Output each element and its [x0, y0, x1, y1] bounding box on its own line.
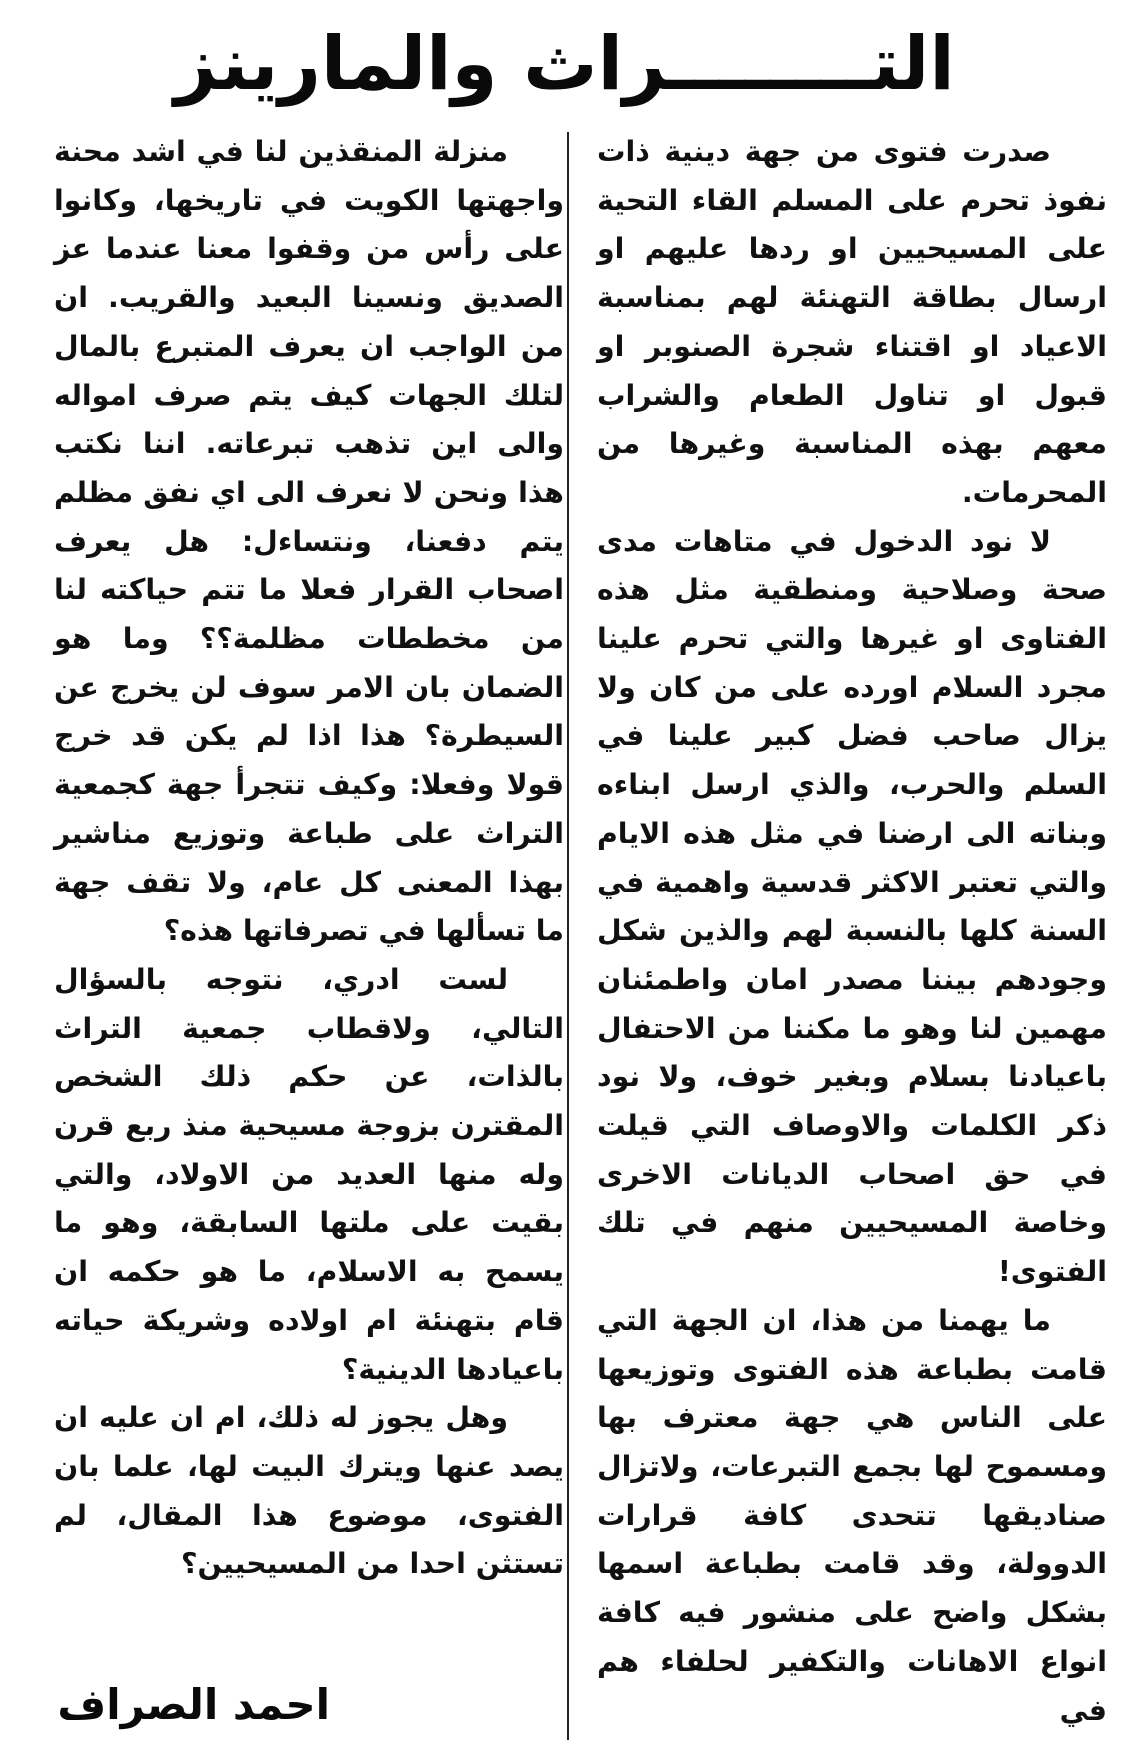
author-byline: احمد الصراف: [57, 1680, 330, 1729]
paragraph: صدرت فتوى من جهة دينية ذات نفوذ تحرم على المسلم القاء التحية على المسيحيين او ردها عليهم او ارسال بطاقة التهنئة لهم بمناسبة الاعياد او اقتناء شجرة الصنوبر او قبول او تناول الطعام والشراب معهم بهذه المناسبة وغيرها من المحرمات.: [597, 135, 1107, 509]
paragraph: وهل يجوز له ذلك، ام ان عليه ان يصد عنها ويترك البيت لها، علما بان الفتوى، موضوع هذا المقال، لم تستثن احدا من المسيحيين؟: [54, 1401, 564, 1581]
article-title: التــــــــراث والمارينز: [174, 21, 955, 107]
paragraph: لا نود الدخول في متاهات مدى صحة وصلاحية ومنطقية مثل هذه الفتاوى او غيرها والتي تحرم علينا مجرد السلام اورده على من كان ولا يزال صاحب فضل كبير علينا في السلم والحرب، والذي ارسل ابناءه وبناته الى ارضنا في مثل هذه الايام والتي تعتبر الاكثر قدسية واهمية في السنة كلها بالنسبة لهم والذين شكل وجودهم بيننا مصدر امان واطمئنان مهمين لنا وهو ما مكننا من الاحتفال باعيادنا بسلام وبغير خوف، ولا نود ذكر الكلمات والاوصاف التي قيلت في حق اصحاب الديانات الاخرى وخاصة المسيحيين منهم في تلك الفتوى!: [597, 524, 1107, 1289]
paragraph: منزلة المنقذين لنا في اشد محنة واجهتها الكويت في تاريخها، وكانوا على رأس من وقفوا معنا عندما عز الصديق ونسينا البعيد والقريب. ان من الواجب ان يعرف المتبرع بالمال لتلك الجهات كيف يتم صرف امواله والى اين تذهب تبرعاته. اننا نكتب هذا ونحن لا نعرف الى اي نفق مظلم يتم دفعنا، ونتساءل: هل يعرف اصحاب القرار فعلا ما تتم حياكته لنا من مخططات مظلمة؟؟ وما هو الضمان بان الامر سوف لن يخرج عن السيطرة؟ هذا اذا لم يكن قد خرج قولا وفعلا: وكيف تتجرأ جهة كجمعية التراث على طباعة وتوزيع مناشير بهذا المعنى كل عام، ولا تقف جهة ما تسألها في تصرفاتها هذه؟: [54, 135, 564, 948]
article-column-left: [54, 128, 564, 1589]
column-divider: [567, 132, 569, 1740]
article-column-right: [597, 128, 1107, 1735]
paragraph: لست ادري، نتوجه بالسؤال التالي، ولاقطاب جمعية التراث بالذات، عن حكم ذلك الشخص المقترن بزوجة مسيحية منذ ربع قرن وله منها العديد من الاولاد، والتي بقيت على ملتها السابقة، وهو ما يسمح به الاسلام، ما هو حكمه ان قام بتهنئة ام اولاده وشريكة حياته باعيادها الدينية؟: [54, 962, 564, 1386]
paragraph: ما يهمنا من هذا، ان الجهة التي قامت بطباعة هذه الفتوى وتوزيعها على الناس هي جهة معترف بها ومسموح لها بجمع التبرعات، ولاتزال صناديقها تتحدى كافة قرارات الدوولة، وقد قامت بطباعة اسمها بشكل واضح على منشور فيه كافة انواع الاهانات والتكفير لحلفاء هم في: [597, 1303, 1107, 1727]
